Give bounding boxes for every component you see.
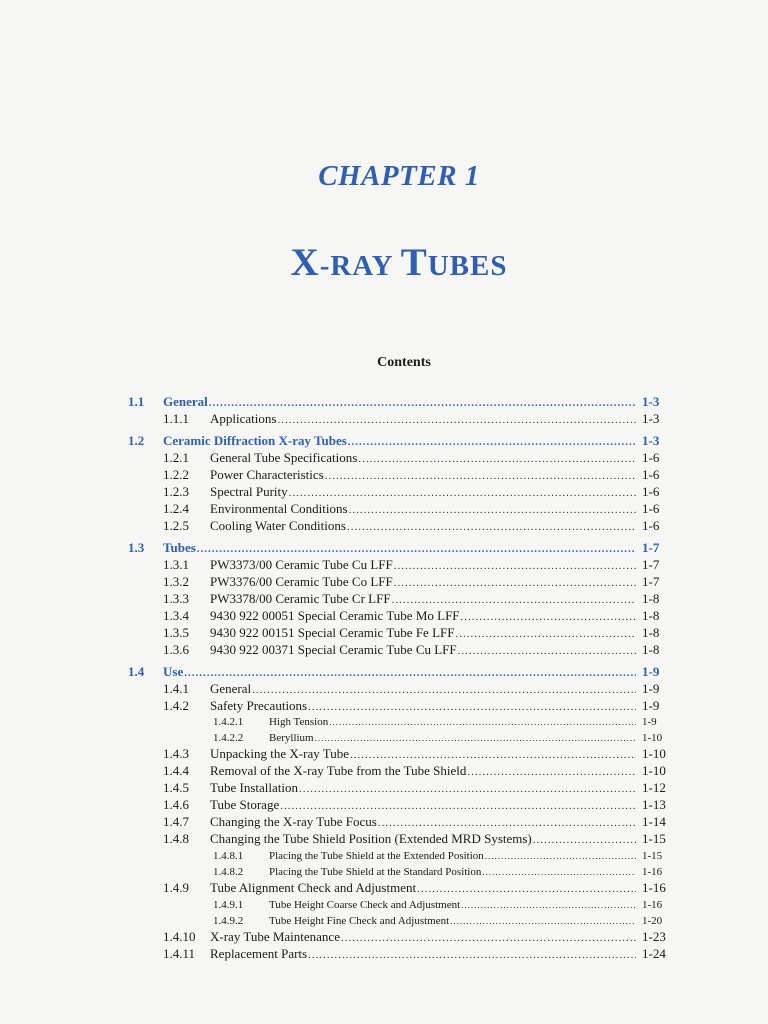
- toc-entry-page: 1-9: [642, 698, 660, 713]
- toc-entry-number: 1.3.3: [163, 591, 189, 606]
- toc-entry-title: Tube Storage: [210, 797, 280, 812]
- toc-entry-title-leader: [210, 517, 636, 536]
- toc-entry-number: 1.3.2: [163, 574, 189, 589]
- toc-entry-number: 1.4.8.2: [213, 866, 244, 878]
- toc-entry-title: General: [163, 394, 208, 409]
- toc-entry-number: 1.3.4: [163, 608, 189, 623]
- toc-entry-title: Unpacking the X-ray Tube: [210, 746, 350, 761]
- toc-entry-page: 1-7: [642, 557, 660, 572]
- toc-entry: [0, 449, 768, 467]
- toc-entry-page: 1-24: [642, 946, 666, 961]
- dot-leader: [458, 642, 636, 660]
- toc-entry-page: 1-3: [642, 433, 660, 448]
- toc-entry-number: 1.4.3: [163, 746, 189, 761]
- toc-entry-number: 1.4.7: [163, 814, 189, 829]
- toc-entry-title: Power Characteristics: [210, 467, 324, 482]
- toc-entry: [0, 879, 768, 897]
- toc-entry-title: Environmental Conditions: [210, 501, 348, 516]
- toc-entry: [0, 539, 768, 557]
- toc-entry-page: 1-8: [642, 642, 660, 657]
- toc-entry: [0, 813, 768, 831]
- toc-entry-page: 1-13: [642, 797, 666, 812]
- toc-entry-number: 1.4.10: [163, 929, 196, 944]
- toc-entry-number: 1.4.4: [163, 763, 189, 778]
- toc-entry-number: 1.2.2: [163, 467, 189, 482]
- toc-entry-title: Use: [163, 664, 184, 679]
- toc-entry-number: 1.4.2.2: [213, 732, 244, 744]
- toc-entry: [0, 483, 768, 501]
- dot-leader: [308, 946, 636, 964]
- toc-entry: [0, 500, 768, 518]
- toc-entry-title: PW3376/00 Ceramic Tube Co LFF: [210, 574, 393, 589]
- toc-entry: [0, 410, 768, 428]
- toc-entry: [0, 779, 768, 797]
- chapter-title-small-2: UBES: [427, 250, 508, 282]
- toc-entry-number: 1.1.1: [163, 411, 189, 426]
- toc-entry-number: 1.2.3: [163, 484, 189, 499]
- toc-entry: [0, 796, 768, 814]
- toc-entry-title: Tubes: [163, 540, 196, 555]
- toc-entry-page: 1-7: [642, 574, 660, 589]
- toc-entry-page: 1-6: [642, 467, 660, 482]
- toc-entry-page: 1-16: [642, 880, 666, 895]
- toc-entry-number: 1.4: [128, 664, 145, 679]
- toc-entry-number: 1.2.4: [163, 501, 189, 516]
- toc-entry-title: 9430 922 00371 Special Ceramic Tube Cu LFF: [210, 642, 457, 657]
- toc-entry: [0, 928, 768, 946]
- toc-entry-page: 1-6: [642, 501, 660, 516]
- toc-entry-number: 1.3.1: [163, 557, 189, 572]
- toc-entry-page: 1-8: [642, 591, 660, 606]
- toc-entry: [0, 466, 768, 484]
- toc-entry-number: 1.4.6: [163, 797, 189, 812]
- toc-entry: [0, 573, 768, 591]
- toc-entry-page: 1-10: [642, 746, 666, 761]
- toc-entry-title: Spectral Purity: [210, 484, 288, 499]
- toc-entry-page: 1-23: [642, 929, 666, 944]
- toc-entry-title: Placing the Tube Shield at the Standard Position: [269, 866, 482, 878]
- chapter-title-cap-1: X: [290, 241, 320, 284]
- toc-entry-number: 1.2.5: [163, 518, 189, 533]
- toc-entry-page: 1-20: [642, 915, 663, 927]
- toc-entry-number: 1.4.8.1: [213, 850, 244, 862]
- toc-entry-title: General Tube Specifications: [210, 450, 358, 465]
- toc-entry-page: 1-8: [642, 625, 660, 640]
- toc-entry-title: Cooling Water Conditions: [210, 518, 346, 533]
- toc-entry: [0, 641, 768, 659]
- contents-heading: Contents: [377, 355, 431, 370]
- toc-entry-page: 1-6: [642, 518, 660, 533]
- toc-entry-title: PW3373/00 Ceramic Tube Cu LFF: [210, 557, 393, 572]
- dot-leader: [347, 518, 636, 536]
- toc-entry: [0, 607, 768, 625]
- chapter-title-cap-2: T: [400, 241, 428, 284]
- toc-entry-title: 9430 922 00051 Special Ceramic Tube Mo LFF: [210, 608, 460, 623]
- toc-entry-title: Changing the Tube Shield Position (Extended MRD Systems): [210, 831, 532, 846]
- toc-entry: [0, 830, 768, 848]
- toc-entry: [0, 517, 768, 535]
- toc-entry-number: 1.4.9.1: [213, 899, 244, 911]
- toc-entry-title-leader: [210, 410, 636, 429]
- toc-entry-page: 1-3: [642, 411, 660, 426]
- toc-entry: [0, 663, 768, 681]
- toc-entry-number: 1.3.5: [163, 625, 189, 640]
- toc-entry-page: 1-10: [642, 763, 666, 778]
- toc-entry-page: 1-9: [642, 664, 660, 679]
- toc-entry-page: 1-15: [642, 850, 663, 862]
- toc-entry: [0, 556, 768, 574]
- toc-entry-page: 1-9: [642, 716, 657, 728]
- toc-entry-title: Tube Alignment Check and Adjustment: [210, 880, 417, 895]
- toc-entry-page: 1-16: [642, 899, 663, 911]
- toc-entry-title-leader: [210, 641, 636, 660]
- toc-entry-page: 1-8: [642, 608, 660, 623]
- toc-entry: [0, 590, 768, 608]
- chapter-title: [0, 240, 768, 285]
- toc-entry-page: 1-6: [642, 484, 660, 499]
- toc-entry-number: 1.4.5: [163, 780, 189, 795]
- toc-entry-number: 1.4.9: [163, 880, 189, 895]
- toc-entry-title: High Tension: [269, 716, 329, 728]
- toc-entry-page: 1-16: [642, 866, 663, 878]
- chapter-label: CHAPTER 1: [318, 160, 480, 192]
- toc-entry-number: 1.2: [128, 433, 145, 448]
- toc-entry-title: Tube Installation: [210, 780, 298, 795]
- toc-entry-number: 1.3.6: [163, 642, 189, 657]
- toc-entry-page: 1-12: [642, 780, 666, 795]
- toc-entry-title: Removal of the X-ray Tube from the Tube Shield: [210, 763, 467, 778]
- toc-entry-title: Beryllium: [269, 732, 314, 744]
- toc-entry-title: Placing the Tube Shield at the Extended Position: [269, 850, 484, 862]
- toc-entry-page: 1-7: [642, 540, 660, 555]
- toc-entry: [0, 393, 768, 411]
- toc-entry: [0, 432, 768, 450]
- toc-entry-page: 1-14: [642, 814, 666, 829]
- toc-entry-number: 1.4.11: [163, 946, 196, 961]
- toc-entry-title-leader: [210, 945, 636, 964]
- toc-entry-title: Tube Height Coarse Check and Adjustment: [269, 899, 461, 911]
- toc-entry-number: 1.4.2: [163, 698, 189, 713]
- toc-entry-title: X-ray Tube Maintenance: [210, 929, 340, 944]
- toc-entry: [0, 945, 768, 963]
- toc-entry-title: Safety Precautions: [210, 698, 308, 713]
- toc-entry-page: 1-6: [642, 450, 660, 465]
- toc-entry-page: 1-3: [642, 394, 660, 409]
- toc-entry-number: 1.1: [128, 394, 145, 409]
- toc-entry: [0, 762, 768, 780]
- toc-entry-title: Applications: [210, 411, 277, 426]
- toc-entry-title: PW3378/00 Ceramic Tube Cr LFF: [210, 591, 391, 606]
- chapter-title-small-1: -RAY: [319, 250, 401, 282]
- toc-entry-number: 1.3: [128, 540, 145, 555]
- toc-entry-number: 1.2.1: [163, 450, 189, 465]
- toc-entry-number: 1.4.2.1: [213, 716, 244, 728]
- toc-entry: [0, 680, 768, 698]
- toc-entry-title: Ceramic Diffraction X-ray Tubes: [163, 433, 347, 448]
- toc-entry: [0, 624, 768, 642]
- toc-entry-title: Tube Height Fine Check and Adjustment: [269, 915, 450, 927]
- dot-leader: [277, 411, 636, 429]
- toc-entry-page: 1-15: [642, 831, 666, 846]
- toc-entry-number: 1.4.9.2: [213, 915, 244, 927]
- toc-entry-page: 1-9: [642, 681, 660, 696]
- toc-entry-number: 1.4.8: [163, 831, 189, 846]
- toc-entry-number: 1.4.1: [163, 681, 189, 696]
- toc-entry-title: Replacement Parts: [210, 946, 308, 961]
- toc-entry-title: 9430 922 00151 Special Ceramic Tube Fe LFF: [210, 625, 455, 640]
- toc-entry-title: General: [210, 681, 252, 696]
- toc-entry-page: 1-10: [642, 732, 663, 744]
- toc-entry-title: Changing the X-ray Tube Focus: [210, 814, 377, 829]
- toc-entry: [0, 745, 768, 763]
